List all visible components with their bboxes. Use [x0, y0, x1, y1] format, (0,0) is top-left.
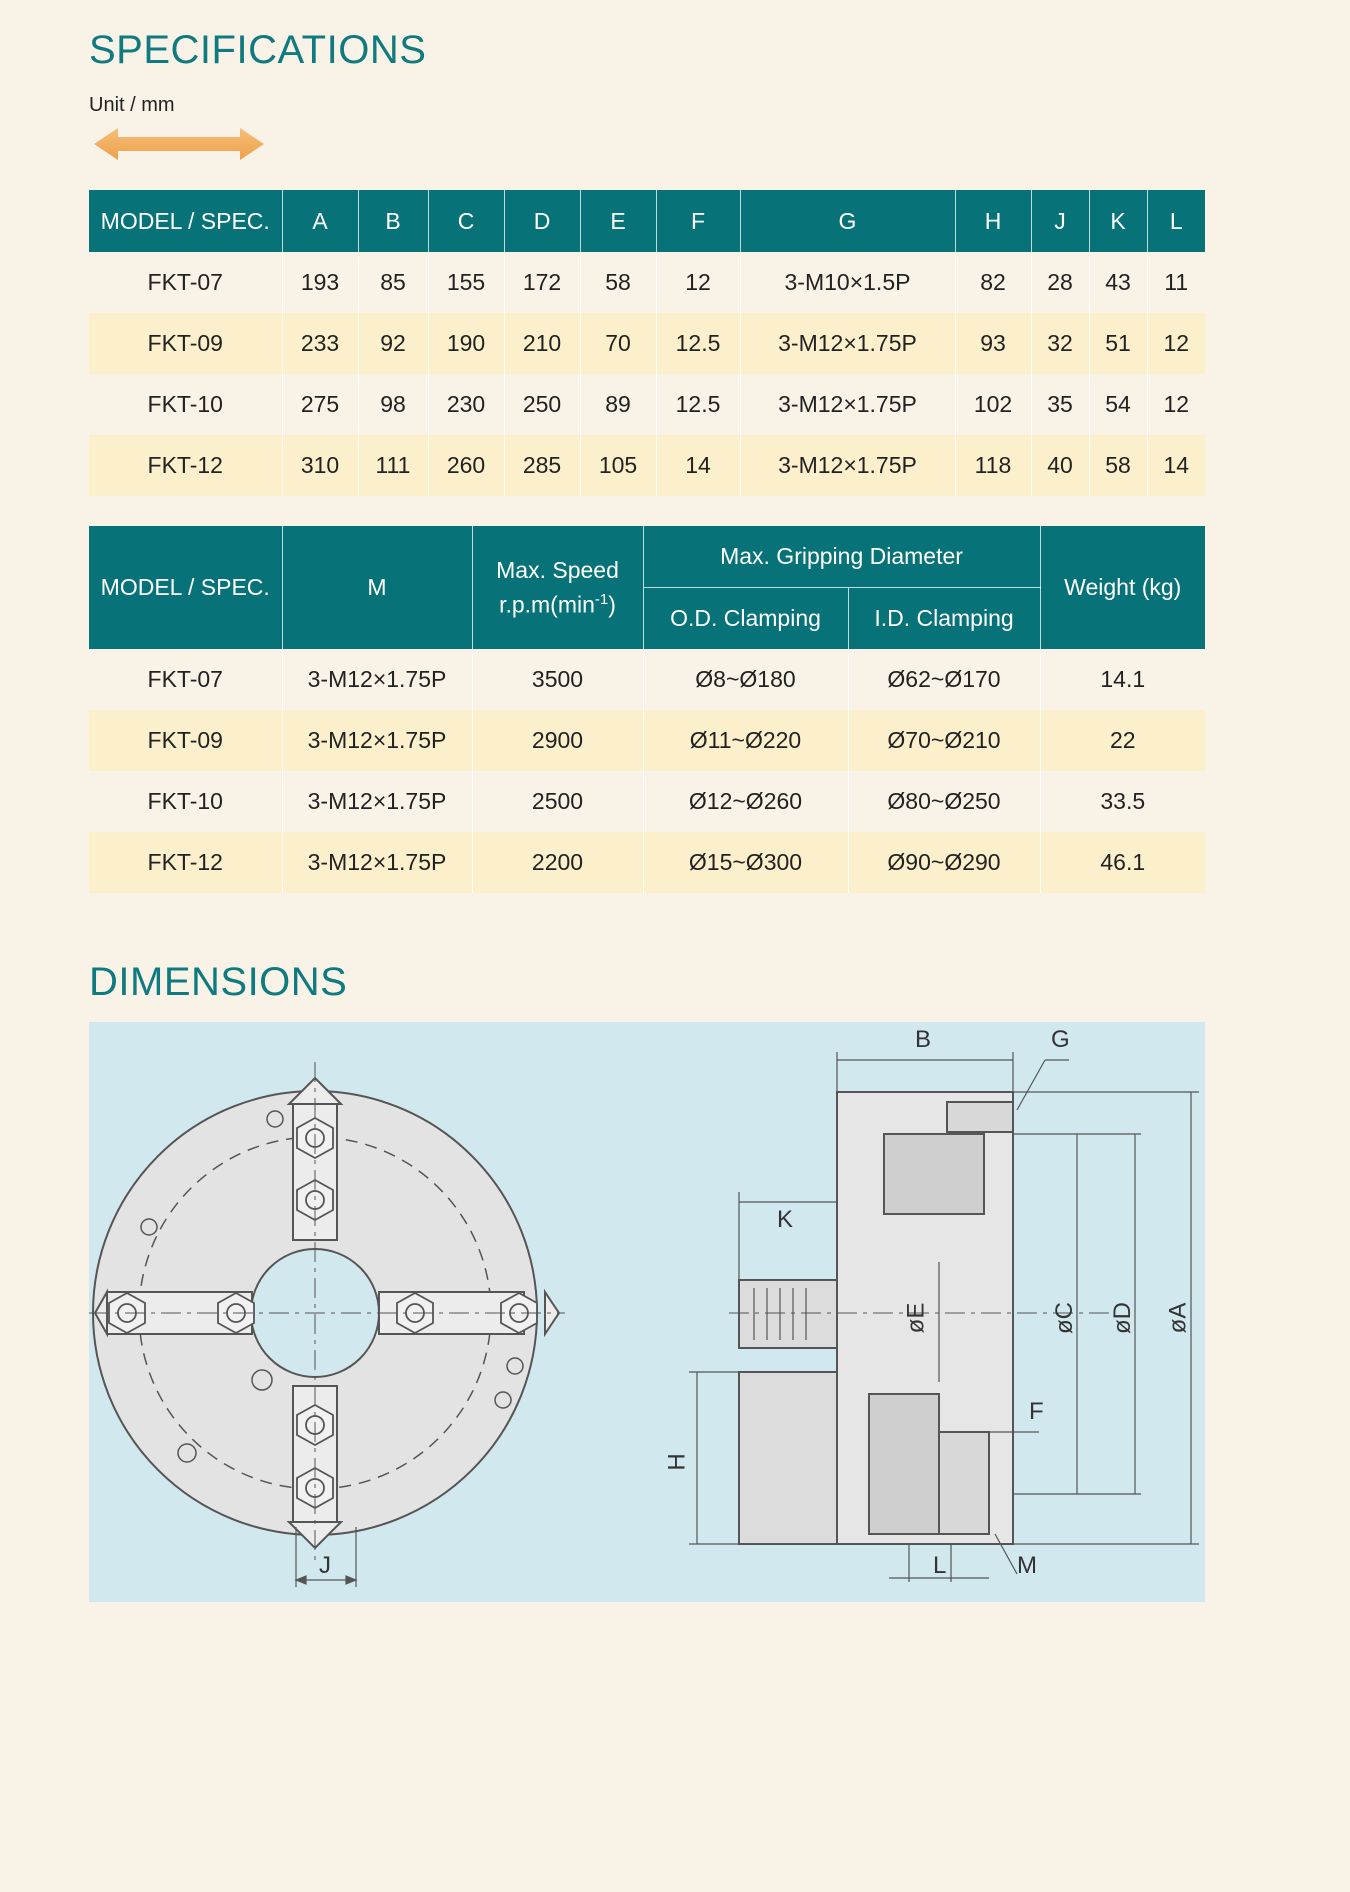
specifications-title: SPECIFICATIONS: [89, 28, 427, 72]
cell: 105: [580, 435, 656, 496]
cell: 172: [504, 252, 580, 313]
dim-label-b: B: [915, 1026, 932, 1053]
dim-label-f: F: [1029, 1398, 1044, 1425]
double-arrow-icon: [94, 126, 264, 162]
dim-label-l: L: [933, 1552, 947, 1579]
cell: 89: [580, 374, 656, 435]
dimensions-diagram: [89, 1022, 1205, 1602]
table1-header-row: [89, 190, 1205, 252]
cell: 92: [358, 313, 428, 374]
cell: FKT-12: [89, 435, 282, 496]
table-row: [89, 252, 1205, 313]
chuck-front-view: [89, 1062, 565, 1587]
header-max-gripping-diameter: Max. Gripping Diameter: [643, 526, 1040, 588]
cell: 118: [955, 435, 1031, 496]
header-max-speed: [472, 526, 643, 649]
cell: FKT-07: [89, 649, 282, 710]
spec-table-performance: [89, 526, 1205, 893]
cell: 155: [428, 252, 504, 313]
cell: 93: [955, 313, 1031, 374]
header-l: L: [1147, 190, 1205, 252]
header-od-clamping: O.D. Clamping: [643, 588, 848, 650]
cell: 58: [1089, 435, 1147, 496]
cell: 102: [955, 374, 1031, 435]
cell: 3-M12×1.75P: [740, 313, 955, 374]
cell: 54: [1089, 374, 1147, 435]
cell: 3-M12×1.75P: [282, 710, 472, 771]
header-model-spec: MODEL / SPEC.: [89, 190, 282, 252]
cell: 33.5: [1040, 771, 1205, 832]
cell: 70: [580, 313, 656, 374]
dim-label-c: øC: [1051, 1302, 1078, 1334]
cell: Ø62~Ø170: [848, 649, 1040, 710]
dimensions-title: DIMENSIONS: [89, 960, 348, 1004]
header-id-clamping: I.D. Clamping: [848, 588, 1040, 650]
cell: 3-M12×1.75P: [740, 374, 955, 435]
dim-label-k: K: [777, 1206, 794, 1233]
rpm-close: ): [608, 591, 616, 618]
cell: 51: [1089, 313, 1147, 374]
cell: FKT-10: [89, 771, 282, 832]
header-k: K: [1089, 190, 1147, 252]
cell: FKT-09: [89, 710, 282, 771]
cell: 190: [428, 313, 504, 374]
cell: 14.1: [1040, 649, 1205, 710]
cell: Ø8~Ø180: [643, 649, 848, 710]
cell: 35: [1031, 374, 1089, 435]
cell: 22: [1040, 710, 1205, 771]
dim-label-a: øA: [1164, 1302, 1192, 1334]
dim-label-d: øD: [1109, 1302, 1136, 1334]
cell: 11: [1147, 252, 1205, 313]
header-h: H: [955, 190, 1031, 252]
cell: 58: [580, 252, 656, 313]
cell: 28: [1031, 252, 1089, 313]
table-row: [89, 771, 1205, 832]
chuck-drawing: [89, 1022, 1205, 1602]
cell: Ø12~Ø260: [643, 771, 848, 832]
cell: 12: [1147, 374, 1205, 435]
cell: FKT-12: [89, 832, 282, 893]
cell: FKT-09: [89, 313, 282, 374]
dim-label-m: M: [1017, 1552, 1037, 1579]
cell: 46.1: [1040, 832, 1205, 893]
max-speed-label: Max. Speed: [496, 557, 619, 584]
cell: 250: [504, 374, 580, 435]
dim-label-h: H: [663, 1453, 691, 1471]
cell: 111: [358, 435, 428, 496]
table-row: [89, 649, 1205, 710]
header-j: J: [1031, 190, 1089, 252]
header-c: C: [428, 190, 504, 252]
table2-header-row: [89, 526, 1205, 588]
dim-label-g: G: [1051, 1026, 1070, 1053]
cell: 12.5: [656, 313, 740, 374]
cell: 3-M12×1.75P: [282, 832, 472, 893]
cell: 310: [282, 435, 358, 496]
cell: 3-M10×1.5P: [740, 252, 955, 313]
cell: 230: [428, 374, 504, 435]
cell: 98: [358, 374, 428, 435]
table-row: [89, 313, 1205, 374]
cell: 3500: [472, 649, 643, 710]
cell: 12: [656, 252, 740, 313]
cell: 233: [282, 313, 358, 374]
table-row: [89, 832, 1205, 893]
cell: 43: [1089, 252, 1147, 313]
rpm-text: r.p.m(min: [499, 591, 595, 618]
header-e: E: [580, 190, 656, 252]
table-row: [89, 374, 1205, 435]
cell: 12.5: [656, 374, 740, 435]
cell: 12: [1147, 313, 1205, 374]
spec-table-dimensions: [89, 190, 1205, 496]
header-b: B: [358, 190, 428, 252]
cell: FKT-10: [89, 374, 282, 435]
header-d: D: [504, 190, 580, 252]
cell: 275: [282, 374, 358, 435]
cell: Ø80~Ø250: [848, 771, 1040, 832]
cell: FKT-07: [89, 252, 282, 313]
cell: 2200: [472, 832, 643, 893]
header-model-spec: MODEL / SPEC.: [89, 526, 282, 649]
cell: 14: [656, 435, 740, 496]
cell: Ø11~Ø220: [643, 710, 848, 771]
cell: 2900: [472, 710, 643, 771]
header-g: G: [740, 190, 955, 252]
cell: 85: [358, 252, 428, 313]
cell: 14: [1147, 435, 1205, 496]
cell: 260: [428, 435, 504, 496]
cell: 3-M12×1.75P: [282, 649, 472, 710]
table-row: [89, 710, 1205, 771]
cell: 193: [282, 252, 358, 313]
cell: Ø15~Ø300: [643, 832, 848, 893]
header-weight: Weight (kg): [1040, 526, 1205, 649]
dim-label-j: J: [319, 1552, 331, 1579]
header-a: A: [282, 190, 358, 252]
header-m: M: [282, 526, 472, 649]
cell: 32: [1031, 313, 1089, 374]
header-f: F: [656, 190, 740, 252]
cell: 2500: [472, 771, 643, 832]
cell: 210: [504, 313, 580, 374]
cell: 285: [504, 435, 580, 496]
unit-label: Unit / mm: [89, 94, 175, 116]
rpm-superscript: -1: [594, 591, 609, 609]
cell: Ø70~Ø210: [848, 710, 1040, 771]
cell: 3-M12×1.75P: [282, 771, 472, 832]
cell: 40: [1031, 435, 1089, 496]
table-row: [89, 435, 1205, 496]
dim-label-e: øE: [902, 1302, 930, 1334]
rpm-label: [473, 585, 643, 620]
cell: 82: [955, 252, 1031, 313]
cell: 3-M12×1.75P: [740, 435, 955, 496]
cell: Ø90~Ø290: [848, 832, 1040, 893]
